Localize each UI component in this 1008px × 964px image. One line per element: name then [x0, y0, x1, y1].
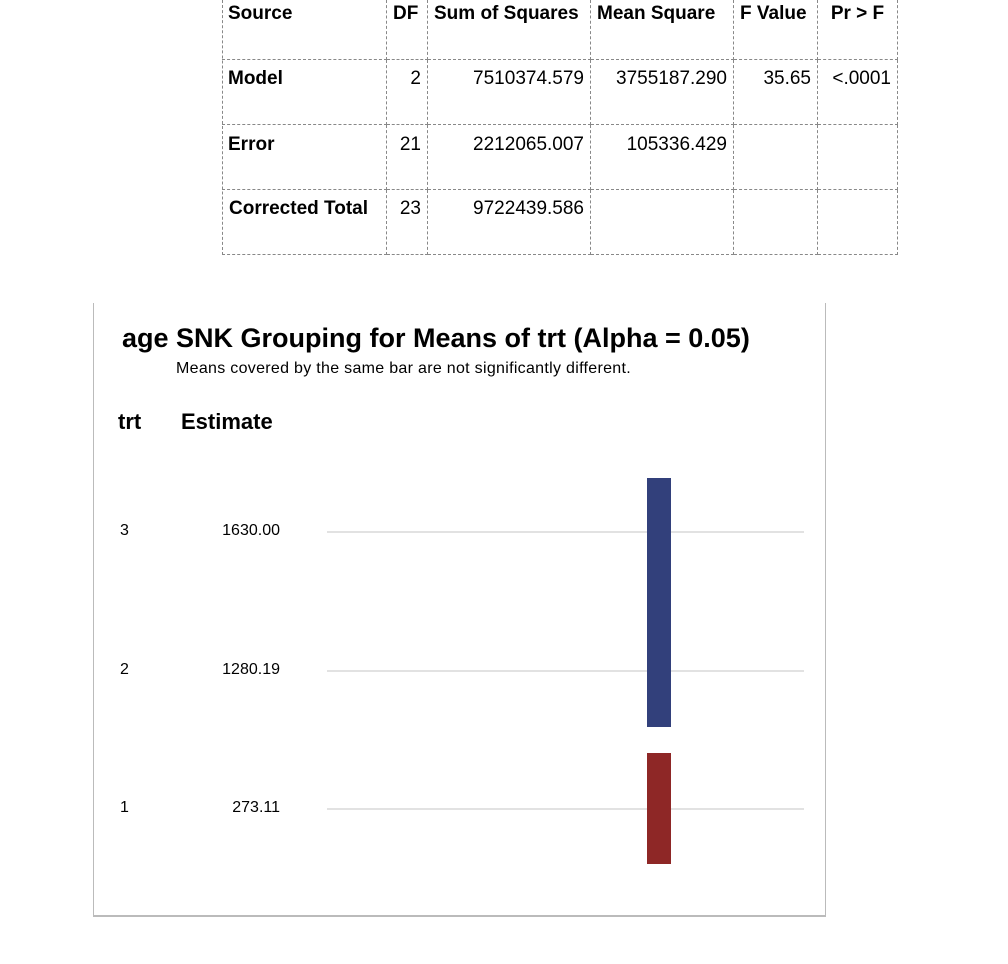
row-trt-1: 1	[120, 799, 129, 816]
row-model-p: <.0001	[818, 60, 898, 125]
row-total-p	[818, 190, 898, 255]
row-model-f: 35.65	[734, 60, 818, 125]
header-f-value: F Value	[734, 0, 818, 60]
column-header-trt: trt	[118, 409, 142, 434]
grouping-bar-b	[647, 753, 671, 864]
header-pr-f: Pr > F	[818, 0, 898, 60]
snk-subtitle: Means covered by the same bar are not significantly different.	[176, 360, 631, 377]
gridline-2	[327, 670, 804, 672]
grouping-bar-a	[647, 478, 671, 727]
row-error-f	[734, 125, 818, 190]
column-header-estimate: Estimate	[181, 409, 273, 434]
header-df: DF	[387, 0, 428, 60]
row-total-f	[734, 190, 818, 255]
row-estimate-1: 273.11	[232, 799, 280, 816]
row-total-source: Corrected Total	[222, 190, 387, 255]
row-error-p	[818, 125, 898, 190]
row-total-ms	[591, 190, 734, 255]
gridline-1	[327, 808, 804, 810]
row-error-ms: 105336.429	[591, 125, 734, 190]
header-source: Source	[222, 0, 387, 60]
header-sum-of-squares: Sum of Squares	[428, 0, 591, 60]
row-error-source: Error	[222, 125, 387, 190]
row-trt-3: 3	[120, 522, 129, 539]
row-estimate-3: 1630.00	[222, 522, 280, 539]
row-model-df: 2	[387, 60, 428, 125]
anova-table	[222, 0, 898, 255]
row-total-ss: 9722439.586	[428, 190, 591, 255]
row-model-ms: 3755187.290	[591, 60, 734, 125]
row-model-ss: 7510374.579	[428, 60, 591, 125]
snk-title: age SNK Grouping for Means of trt (Alpha = 0.05)	[122, 323, 750, 353]
row-model-source: Model	[222, 60, 387, 125]
row-error-ss: 2212065.007	[428, 125, 591, 190]
row-trt-2: 2	[120, 661, 129, 678]
row-error-df: 21	[387, 125, 428, 190]
row-estimate-2: 1280.19	[222, 661, 280, 678]
snk-grouping-panel	[93, 303, 826, 917]
gridline-3	[327, 531, 804, 533]
header-mean-square: Mean Square	[591, 0, 734, 60]
row-total-df: 23	[387, 190, 428, 255]
